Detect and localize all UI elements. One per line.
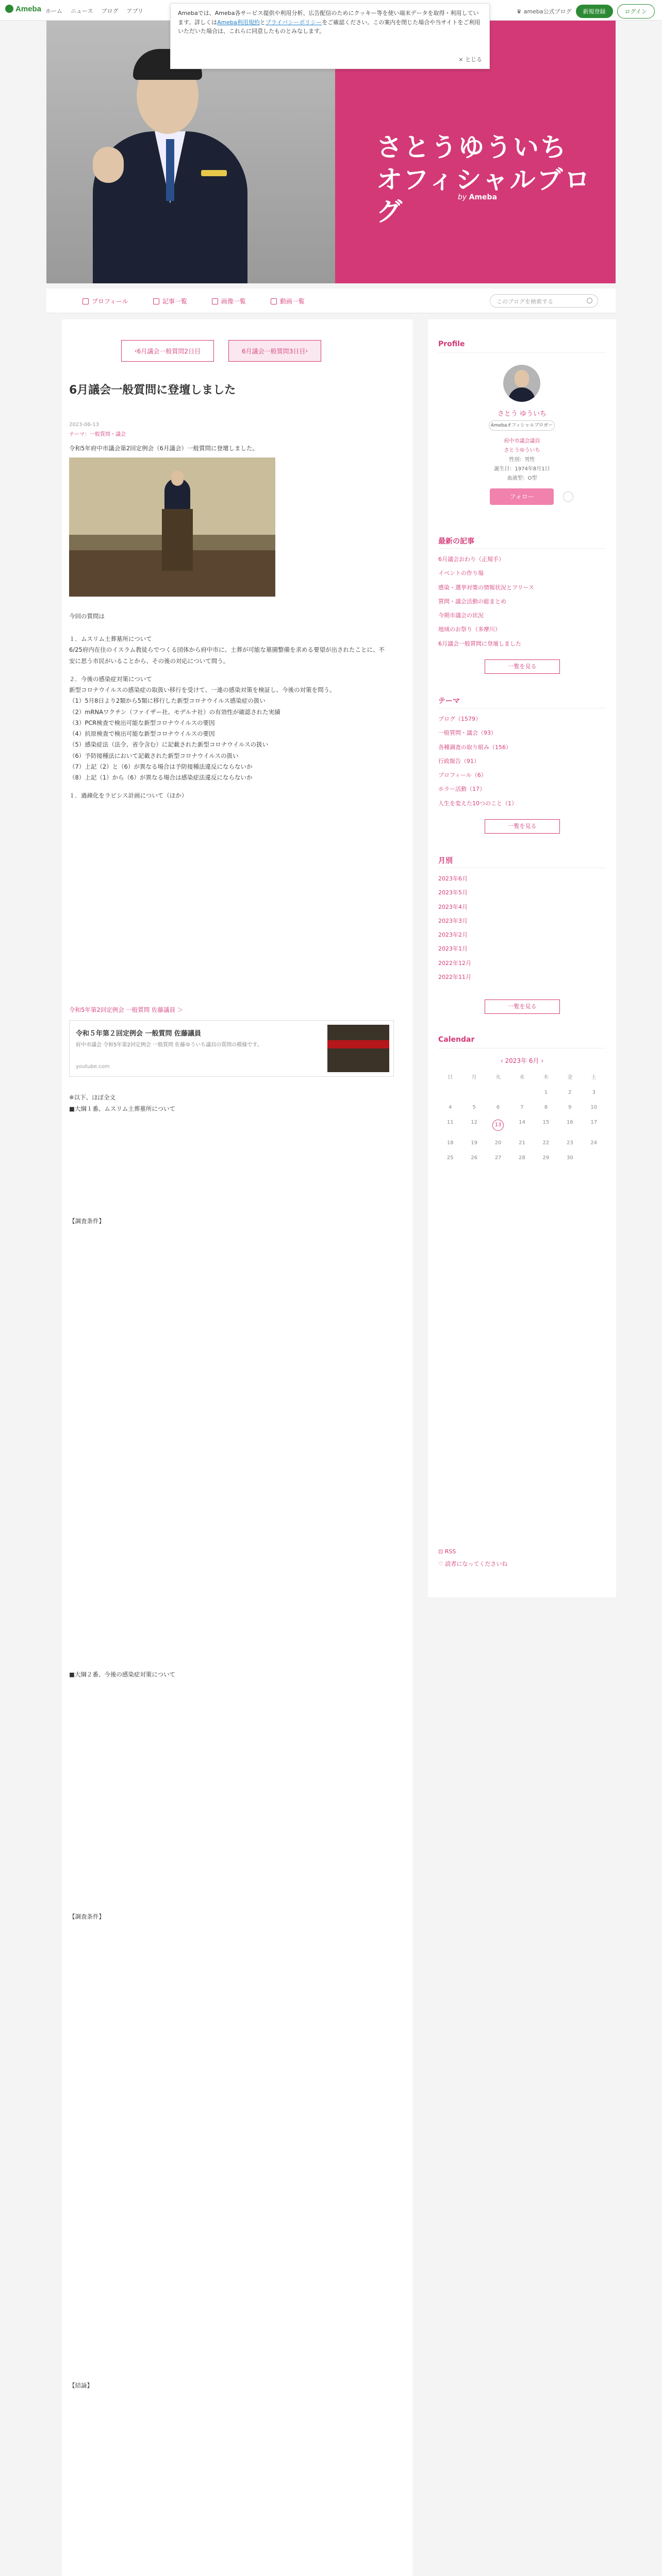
nav-home[interactable]: ホーム [45,8,62,14]
menu-images[interactable] [212,297,246,306]
calendar-day[interactable]: 16 [566,1120,573,1125]
profile-line: 性別：男性 [509,457,535,463]
calendar-day[interactable]: 9 [568,1105,572,1110]
profile-heading: Profile [438,340,465,348]
blog-title-line1: さとうゆういち [376,132,568,162]
crown-icon: ♛ [516,8,522,15]
recent-more-button[interactable]: 一覧を見る [485,659,560,674]
menu-articles-label: 記事一覧 [162,298,187,305]
article-column [62,319,412,2576]
rss-link[interactable]: ⊡ RSS [438,1548,456,1555]
calendar-day[interactable]: 17 [590,1120,598,1125]
notice-close-button[interactable]: × とじる [458,56,482,63]
theme-item[interactable]: ホラー活動（17） [438,786,485,793]
article-meta [69,420,126,439]
theme-more-button[interactable]: 一覧を見る [485,819,560,834]
calendar-day[interactable]: 18 [446,1140,454,1146]
rss-label: RSS [444,1548,456,1555]
next-article-button[interactable]: 6月議会一般質問3日目 › [228,340,321,362]
recent-item[interactable]: イベントの作り場 [438,570,484,577]
recent-heading: 最新の記事 [438,537,474,546]
prev-article-label: 6月議会一般質問2日目 [137,347,201,355]
calendar-day[interactable]: 20 [494,1140,502,1146]
calendar-day[interactable]: 21 [519,1140,525,1146]
calendar-day [510,1090,534,1095]
blog-menu [82,297,305,306]
theme-heading: テーマ [438,697,460,705]
recent-list [438,554,606,653]
topic-item: （8）上記（1）から（6）が異なる場合は感染症法違反にならないか [69,774,253,782]
notice-text: Amebaでは、Ameba各サービス提供や利用分析、広告配信のためにクッキー等を使い端末データを取得・利用しています。詳しくは [178,10,479,26]
para-heading: 【結論】 [69,2382,93,2389]
ameba-logo-icon [5,5,13,13]
blog-title-line2: オフィシャルブログ [376,164,592,227]
photo-speaker-face [171,470,184,486]
topic-item: （5）感染症法（法令、省令含む）に記載された新型コロナウイルスの扱い [69,741,269,749]
calendar-day[interactable]: 12 [471,1120,477,1125]
portrait-tie [166,139,174,201]
sidebar-footer [438,1546,507,1570]
topic-item: （7）上記（2）と（6）が異なる場合は予防接種法違反にならないか [69,762,253,770]
theme-item[interactable]: ブログ（1579） [438,716,481,722]
calendar-weekday: 水 [519,1075,525,1080]
theme-item[interactable]: 人生を変えた10つのこと（1） [438,800,517,807]
calendar-weekday: 日 [448,1075,453,1080]
portrait-fist [93,147,124,183]
privacy-link[interactable]: プライバシーポリシー [265,19,322,26]
profile-line: 府中市議会議員 [504,438,540,444]
notice-tail: をご確認ください。この案内を閉じた場合や当サイトをご利用いただいた場合は、これらに同意したものとみなします。 [178,19,481,35]
menu-profile[interactable] [82,297,128,306]
calendar-month: ‹ 2023年 6月 › [500,1057,544,1064]
nav-app[interactable]: アプリ [126,8,144,14]
calendar-day[interactable]: 6 [496,1105,500,1110]
article-photo[interactable] [69,457,275,597]
calendar-day[interactable]: 29 [542,1155,550,1161]
menu-articles[interactable] [153,297,187,306]
article-title: 6月議会一般質問に登壇しました [69,384,236,397]
month-list [438,874,606,986]
calendar-day[interactable]: 24 [590,1140,598,1146]
avatar-body [508,387,535,402]
sidebar [428,319,616,1597]
cookie-notice [170,3,490,69]
link-card[interactable] [69,1020,394,1077]
theme-list [438,714,606,812]
divider [438,548,606,549]
avatar-head [515,370,529,387]
more-options-icon[interactable] [563,492,573,502]
month-more-button[interactable]: 一覧を見る [485,999,560,1014]
calendar-day[interactable]: 15 [542,1120,550,1125]
topic-item: 新型コロナウイルスの感染症の取扱い移行を受けて、一連の感染対策を検証し、今後の対策を問う。 [69,686,336,694]
divider [438,352,606,353]
calendar-day [462,1090,486,1095]
calendar-day [486,1090,510,1095]
ameba-logo[interactable] [5,5,41,13]
calendar-day[interactable]: 19 [471,1140,477,1146]
calendar-day[interactable]: 28 [519,1155,525,1161]
thumbnail-banner [327,1040,389,1048]
profile-line: 血液型：O型 [507,476,537,481]
fulltext-note: ※以下、ほぼ全文 [69,1094,116,1101]
calendar-day[interactable]: 22 [542,1140,550,1146]
calendar-day[interactable]: 4 [449,1105,452,1110]
calendar-weekday: 金 [567,1075,573,1080]
nav-news[interactable]: ニュース [71,8,93,14]
recent-item[interactable]: 6月議会一般質問に登壇しました [438,640,521,647]
calendar-weekday: 木 [543,1075,549,1080]
menu-images-label: 画像一覧 [221,298,246,305]
month-item[interactable]: 2023年4月 [438,903,468,910]
recent-item[interactable]: 感染・選挙対策の情報状況とフリース [438,584,535,591]
month-item[interactable]: 2023年6月 [438,875,468,882]
calendar-day[interactable]: 8 [544,1105,548,1110]
calendar-day[interactable]: 23 [566,1140,573,1146]
month-item[interactable]: 2023年1月 [438,945,468,953]
topic-item: （3）PCR検査で検出可能な新型コロナウイルスの要因 [69,719,215,726]
para-heading: 【調査条件】 [69,1217,105,1225]
menu-profile-label: プロフィール [92,298,128,305]
calendar-day [438,1090,462,1095]
nav-blog[interactable]: ブログ [101,8,119,14]
link-card-title: 令和５年第２回定例会 一般質問 佐藤議員 [76,1030,202,1038]
month-item[interactable]: 2022年11月 [438,973,471,980]
reader-link[interactable]: ♡ 読者になってくださいね [438,1561,508,1568]
calendar-day[interactable]: 30 [566,1155,573,1161]
prev-article-button[interactable]: ‹ 6月議会一般質問2日目 [121,340,214,362]
topic-item: １．ムスリム土葬墓所について [69,635,152,642]
month-item[interactable]: 2023年3月 [438,917,468,924]
theme-item[interactable]: 一般質問・議会（93） [438,730,496,737]
month-item[interactable]: 2023年5月 [438,889,468,896]
topic-item: （4）抗原検査で検出可能な新型コロナウイルスの要因 [69,730,215,738]
topic-item: １．過疎化をラビシス計画について（ほか） [69,792,188,800]
login-button[interactable]: ログイン [617,4,655,19]
recent-item[interactable]: 6月議会おわり（正規手） [438,556,504,563]
powered-by [458,193,497,201]
terms-link[interactable]: Ameba利用規約 [217,19,260,26]
blog-search-input[interactable] [490,294,598,308]
calendar-month-label: 2023年 6月 [505,1057,539,1064]
menu-videos-label: 動画一覧 [279,298,305,305]
reader-label: 読者になってくださいね [445,1561,508,1568]
powered-by-brand: Ameba [469,193,498,201]
menu-videos[interactable] [271,297,305,306]
para-heading: ■大綱２番、今後の感染症対策について [69,1671,176,1678]
calendar-day[interactable]: 1 [544,1090,548,1095]
theme-item[interactable]: プロフィール（6） [438,772,487,778]
article-theme[interactable]: テーマ：一般質問・議会 [69,432,126,437]
video-icon [271,298,277,304]
calendar-day[interactable]: 27 [494,1155,502,1161]
blog-menu-bar [46,289,616,313]
article-pager [121,340,321,362]
para-heading: ■大綱１番、ムスリム土葬墓所について [69,1105,176,1112]
topic-item: （1）5月8日より2類から5類に移行した新型コロナウイルス感染症の扱い [69,697,266,705]
recent-item[interactable]: 今期市議会の状況 [438,612,484,619]
list-icon [153,298,159,304]
profile-line: 誕生日：1974年8月1日 [494,466,550,472]
official-badge: Amebaオフィシャルブロガー [489,420,555,431]
profile-name[interactable]: さとう ゆういち [497,410,547,418]
photo-podium [162,509,193,571]
calendar-day [582,1155,606,1161]
calendar-today[interactable]: 13 [492,1120,504,1131]
topic-list [69,634,389,802]
para-heading: 【調査条件】 [69,1913,105,1920]
official-blog-label: ameba公式ブログ [523,8,572,15]
calendar-day[interactable] [486,1120,510,1131]
powered-by-prefix: by [458,193,467,201]
theme-item[interactable]: 行政報告（91） [438,757,479,765]
recent-item[interactable]: 地域のお祭り（多摩川） [438,626,501,633]
topic-item: （2）mRNAワクチン（ファイザー社、モデルナ社）の有効性が確認された実績 [69,708,280,716]
official-blog-link[interactable] [517,7,572,15]
theme-item[interactable]: 各種調査の取り組み（156） [438,743,511,751]
next-article-label: 6月議会一般質問3日目 [241,347,306,355]
calendar-day[interactable]: 26 [471,1155,477,1161]
profile-icon [82,298,89,304]
calendar-heading: Calendar [438,1036,475,1044]
follow-button[interactable]: フォロー [490,488,554,505]
blog-title[interactable] [376,131,616,228]
calendar-grid [438,1073,606,1161]
calendar-day[interactable]: 7 [520,1105,524,1110]
video-link[interactable]: 令和5年第2回定例会 一般質問 佐藤議員 ＞ [69,1006,184,1013]
global-nav [45,7,143,15]
search-icon[interactable] [587,298,592,303]
top-right-actions [517,4,655,19]
calendar-day[interactable]: 2 [568,1090,572,1095]
calendar-day[interactable]: 25 [446,1155,454,1161]
calendar-day[interactable]: 11 [446,1120,454,1125]
calendar-weekday: 土 [591,1075,597,1080]
portrait-nameplate [201,170,227,176]
section-title: 今回の質問は [69,613,105,620]
month-heading: 月別 [438,857,453,865]
month-item[interactable]: 2022年12月 [438,959,471,967]
topic-item: 6/25府内在住のイスラム教徒らでつくる団体から府中市に、土葬が可能な墓園整備を求める要望が出されたことに、不安に思う市民がいることから、その後の対応について問う。 [69,646,385,665]
logo-text: Ameba [15,5,42,13]
calendar-day[interactable]: 10 [590,1105,598,1110]
link-card-desc: 府中市議会 令和5年第2回定例会 一般質問 佐藤ゆういち議員の質問の模様です。 [76,1042,262,1048]
calendar-day[interactable]: 5 [472,1105,476,1110]
profile-avatar[interactable] [503,365,540,402]
calendar-day[interactable]: 3 [592,1090,595,1095]
link-card-thumbnail [327,1025,389,1072]
link-card-url: youtube.com [76,1064,110,1070]
topic-item: ２．今後の感染症対策について [69,675,152,683]
recent-item[interactable]: 質問・議会活動の総まとめ [438,598,506,605]
calendar-weekday: 火 [495,1075,501,1080]
image-icon [212,298,218,304]
month-item[interactable]: 2023年2月 [438,931,468,938]
topic-item: （6）予防接種法において記載された新型コロナウイルスの扱い [69,752,239,759]
article-intro: 令和5年府中市議会第2回定例会（6月議会）一般質問に登壇しました。 [69,445,258,452]
calendar-day[interactable]: 14 [519,1120,525,1125]
calendar-weekday: 月 [471,1075,477,1080]
profile-line: さとうゆういち [504,448,540,453]
signup-button[interactable]: 新規登録 [576,5,613,18]
notice-mid: と [259,19,266,26]
search-placeholder: このブログを検索する [496,298,553,305]
article-date: 2023-06-13 [69,422,100,428]
